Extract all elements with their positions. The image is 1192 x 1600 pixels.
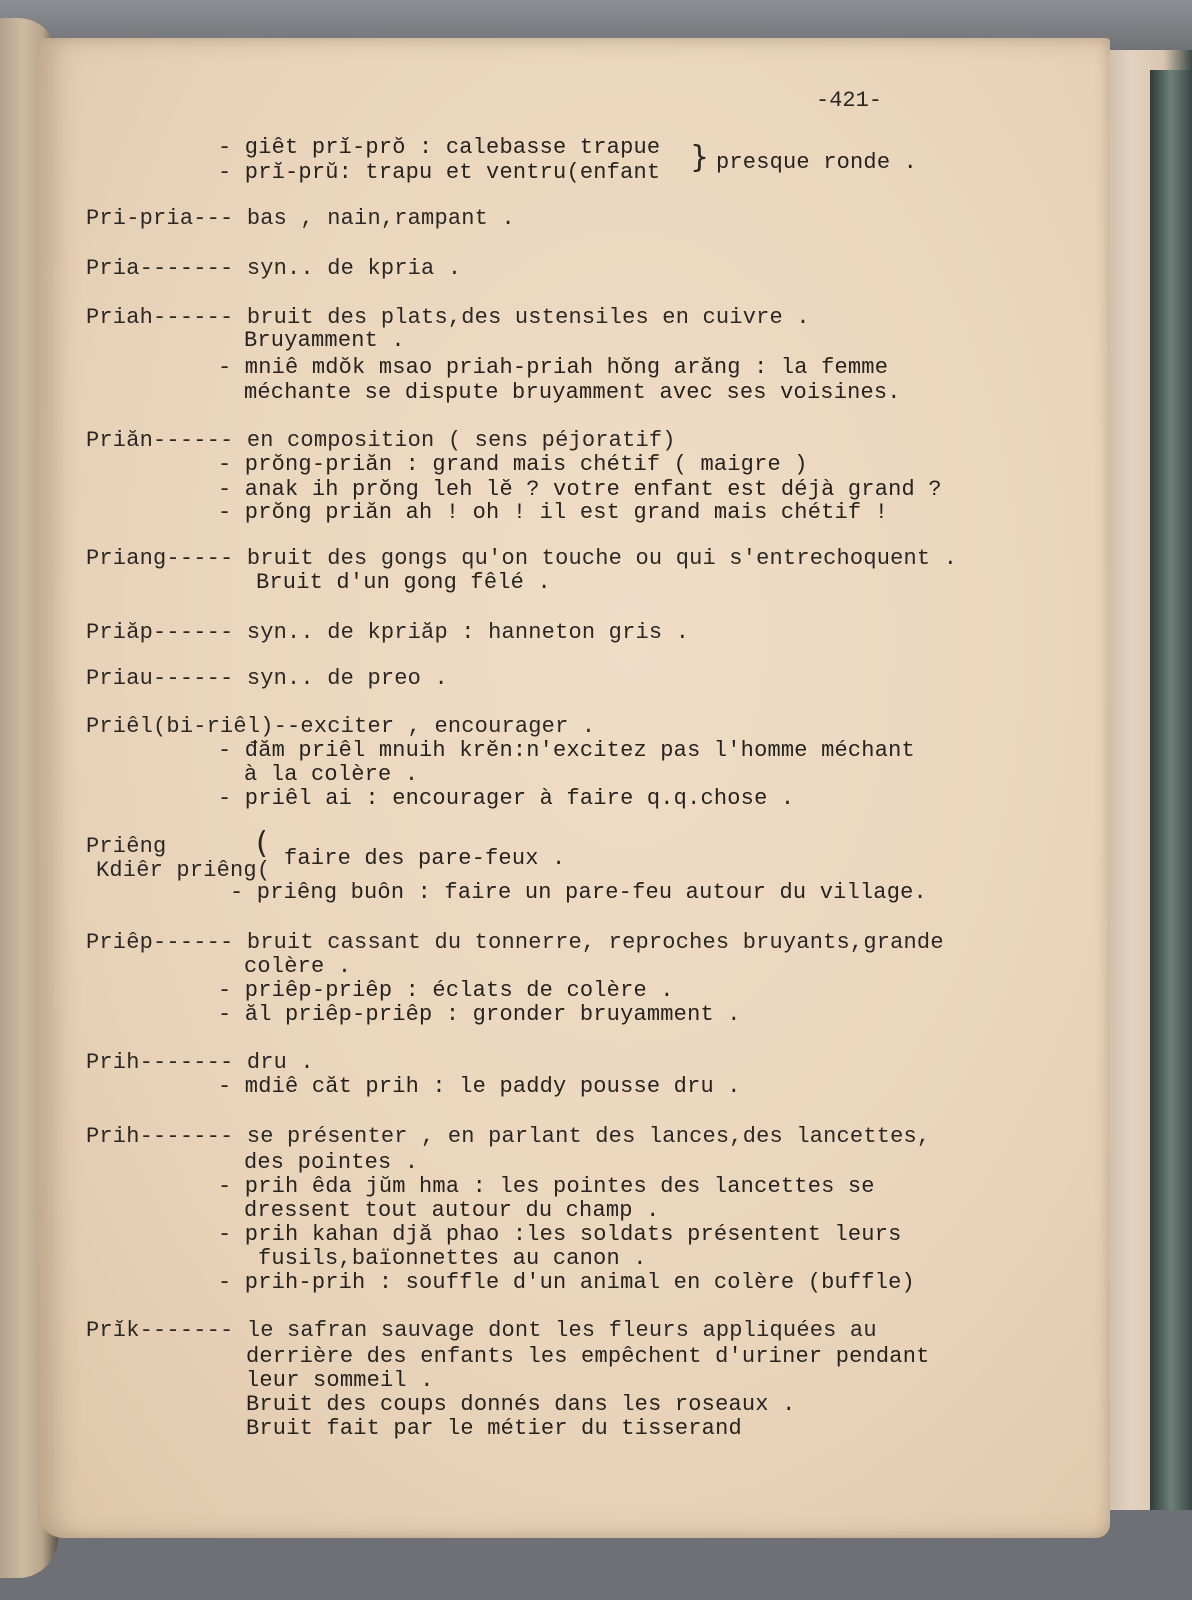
entry-continuation: colère . (244, 954, 352, 979)
sub-entry: - prĭ-prŭ: trapu et ventru(enfant (218, 160, 661, 185)
brace-glyph: } (690, 140, 710, 175)
entry-continuation: des pointes . (244, 1150, 419, 1175)
entry-continuation: leur sommeil . (246, 1368, 434, 1393)
sub-entry: - prih kahan djă phao :les soldats présentent leurs (218, 1222, 902, 1247)
page-number: -421- (816, 88, 883, 113)
entry-head: Prih------- se présenter , en parlant des lances,des lancettes, (86, 1124, 931, 1149)
entry-head: Prih------- dru . (86, 1050, 314, 1075)
sub-entry: - prih-prih : souffle d'un animal en colère (buffle) (218, 1270, 915, 1295)
sub-entry: - anak ih prŏng leh lĕ ? votre enfant est déjà grand ? (218, 477, 942, 502)
sub-entry: - mdiê căt prih : le paddy pousse dru . (218, 1074, 741, 1099)
paren-glyph: ( (256, 826, 268, 861)
sub-entry: - đăm priêl mnuih krĕn:n'excitez pas l'homme méchant (218, 738, 915, 763)
entry-continuation: dressent tout autour du champ . (244, 1198, 660, 1223)
entry-head: Priăp------ syn.. de kpriăp : hanneton gris . (86, 620, 690, 645)
sub-entry: - priêp-priêp : éclats de colère . (218, 978, 674, 1003)
entry-head: Priêl(bi-riêl)--exciter , encourager . (86, 714, 596, 739)
entry-head: Kdiêr priêng( (96, 858, 271, 883)
sub-entry: - priêl ai : encourager à faire q.q.chose . (218, 786, 795, 811)
book-cover-edge (1150, 70, 1192, 1510)
sub-entry-continuation: presque ronde . (716, 150, 918, 175)
sub-entry: - ăl priêp-priêp : gronder bruyamment . (218, 1002, 741, 1027)
entry-continuation: méchante se dispute bruyamment avec ses voisines. (244, 380, 901, 405)
sub-entry: - mniê mdŏk msao priah-priah hŏng arăng : la femme (218, 355, 889, 380)
entry-continuation: Bruyamment . (244, 328, 405, 353)
entry-head: Priăn------ en composition ( sens péjoratif) (86, 428, 676, 453)
entry-head: Pri-pria--- bas , nain,rampant . (86, 206, 515, 231)
sub-entry: - prih êda jŭm hma : les pointes des lancettes se (218, 1174, 875, 1199)
entry-head: Prĭk------- le safran sauvage dont les fleurs appliquées au (86, 1318, 877, 1343)
entry-head: Pria------- syn.. de kpria . (86, 256, 462, 281)
entry-head: Priêp------ bruit cassant du tonnerre, reproches bruyants,grande (86, 930, 944, 955)
entry-continuation: Bruit des coups donnés dans les roseaux . (246, 1392, 796, 1417)
entry-head: Priau------ syn.. de preo . (86, 666, 448, 691)
sub-entry: - prŏng-priăn : grand mais chétif ( maigre ) (218, 452, 808, 477)
entry-continuation: à la colère . (244, 762, 419, 787)
sub-entry: - priêng buôn : faire un pare-feu autour du village. (230, 880, 927, 905)
entry-continuation: Bruit d'un gong fêlé . (256, 570, 551, 595)
entry-continuation: fusils,baïonnettes au canon . (258, 1246, 647, 1271)
sub-entry: - prŏng priăn ah ! oh ! il est grand mais chétif ! (218, 500, 889, 525)
entry-continuation: Bruit fait par le métier du tisserand (246, 1416, 742, 1441)
entry-head: Priang----- bruit des gongs qu'on touche ou qui s'entrechoquent . (86, 546, 958, 571)
entry-head: Priah------ bruit des plats,des ustensiles en cuivre . (86, 305, 810, 330)
entry-head: Priêng (86, 834, 167, 859)
entry-definition: faire des pare-feux . (284, 846, 566, 871)
entry-continuation: derrière des enfants les empêchent d'uriner pendant (246, 1344, 930, 1369)
sub-entry: - giêt prĭ-prŏ : calebasse trapue (218, 135, 661, 160)
